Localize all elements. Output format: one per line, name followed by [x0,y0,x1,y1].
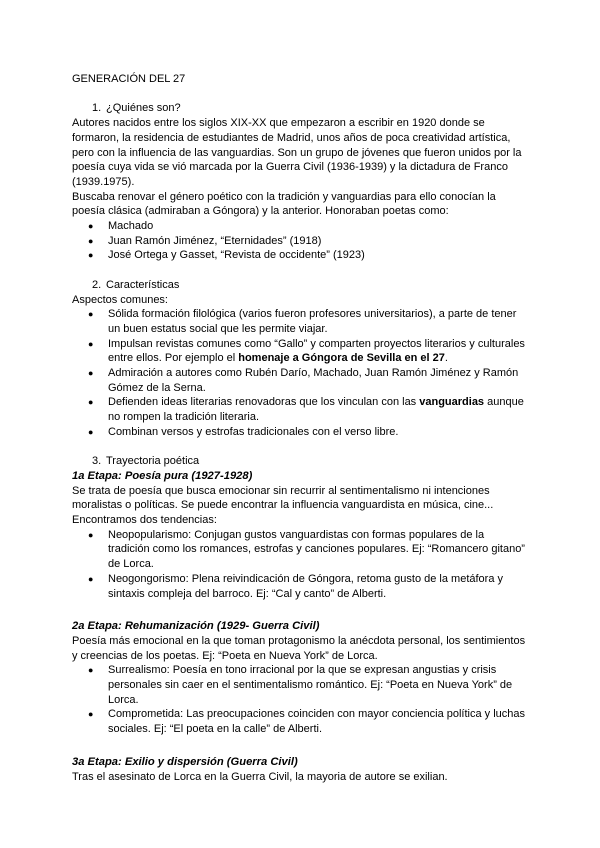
section-1-title: ¿Quiénes son? [106,102,181,115]
bold-text: vanguardias [419,396,485,409]
list-item [72,337,528,366]
list-item: ● José Ortega y Gasset, “Revista de occidente” (1923) [72,248,528,263]
section-2-intro: Aspectos comunes: [72,293,168,306]
etapa-1-title: 1a Etapa: Poesía pura (1927-1928) [72,469,253,482]
section-3-number: 3. [92,455,102,468]
spacer [72,737,528,755]
etapa-1-intro: Encontramos dos tendencias: [72,514,217,527]
section-1-bullet-list [72,219,528,263]
section-2-bullet-list [72,307,528,439]
etapa-3-title: 3a Etapa: Exilio y dispersión (Guerra Civil) [72,755,298,768]
spacer [72,440,528,455]
etapa-2-paragraph: Poesía más emocional en la que toman protagonismo la anécdota personal, los sentimientos y creencias de los poetas. Ej: “Poeta en Nueva York” de Lorca. [72,634,526,662]
list-item: ● Combinan versos y estrofas tradicionales con el verso libre. [72,425,528,440]
section-2-heading [72,278,528,293]
text-run: . [444,352,448,365]
etapa-3-paragraph: Tras el asesinato de Lorca en la Guerra Civil, la mayoria de autore se exilian. [72,770,448,783]
section-2-title: Características [106,278,180,291]
spacer [72,601,528,619]
section-1-paragraph-2: Buscaba renovar el género poético con la tradición y vanguardias para ello conocían la poesía clásica (admiraban a Góngora) y la anterior. Honoraban poetas como: [72,190,496,218]
list-item: ● Machado [72,219,528,234]
section-2-number: 2. [92,278,102,291]
etapa-1-paragraph: Se trata de poesía que busca emocionar sin recurrir al sentimentalismo ni intenciones moralistas o políticas. Se puede encontrar la influencia vanguardista en música, cine... [72,484,494,512]
list-item: ● Comprometida: Las preocupaciones coinciden con mayor conciencia política y luchas sociales. Ej: “El poeta en la calle” de Alberti. [72,707,528,736]
section-3-heading [72,454,528,469]
text-run: aunque no rompen la tradición literaria. [108,396,524,424]
etapa-2-bullet-list [72,663,528,737]
etapa-1-bullet-list [72,528,528,602]
list-item: ● Admiración a autores como Rubén Darío, Machado, Juan Ramón Jiménez y Ramón Gómez de la Serna. [72,366,528,395]
text-run: Impulsan revistas comunes como “Gallo” y comparten proyectos literarios y culturales entre ellos. Por ejemplo el [108,337,525,365]
bold-text: homenaje a Góngora de Sevilla en el 27 [238,352,445,365]
section-3-title: Trayectoria poética [106,455,200,468]
etapa-2-title: 2a Etapa: Rehumanización (1929- Guerra Civil) [72,620,320,633]
document-title: GENERACIÓN DEL 27 [72,73,186,85]
spacer [72,263,528,278]
text-run: Defienden ideas literarias renovadoras que los vinculan con las [108,396,420,409]
list-item [72,395,528,424]
list-item: ● Neopopularismo: Conjugan gustos vanguardistas con formas populares de la tradición como los romances, estrofas y canciones populares. Ej: “Romancero gitano” de Lorca. [72,528,528,572]
section-1-number: 1. [92,102,102,115]
section-1-heading [72,101,528,116]
list-item: ● Neogongorismo: Plena reivindicación de Góngora, retoma gusto de la metáfora y sintaxis compleja del barroco. Ej: “Cal y canto” de Alberti. [72,572,528,601]
list-item: ● Juan Ramón Jiménez, “Eternidades” (1918) [72,234,528,249]
list-item: ● Surrealismo: Poesía en tono irracional por la que se expresan angustias y crisis personales sin caer en el sentimentalismo romántico. Ej: “Poeta en Nueva York” de Lorca. [72,663,528,707]
section-1-paragraph-1: Autores nacidos entre los siglos XIX-XX que empezaron a escribir en 1920 donde se formaron, la residencia de estudiantes de Madrid, unos años de poca creatividad artística, pero con la influencia de las vanguardias. Son un grupo de jóvenes que fueron unidos por la poesía cuya vida se vió marcada por la Guerra Civil (1936-1939) y la dictadura de Franco (1939.1975). [72,117,522,188]
list-item: ● Sólida formación filológica (varios fueron profesores universitarios), a parte de tener un buen estatus social que les permite viajar. [72,307,528,336]
